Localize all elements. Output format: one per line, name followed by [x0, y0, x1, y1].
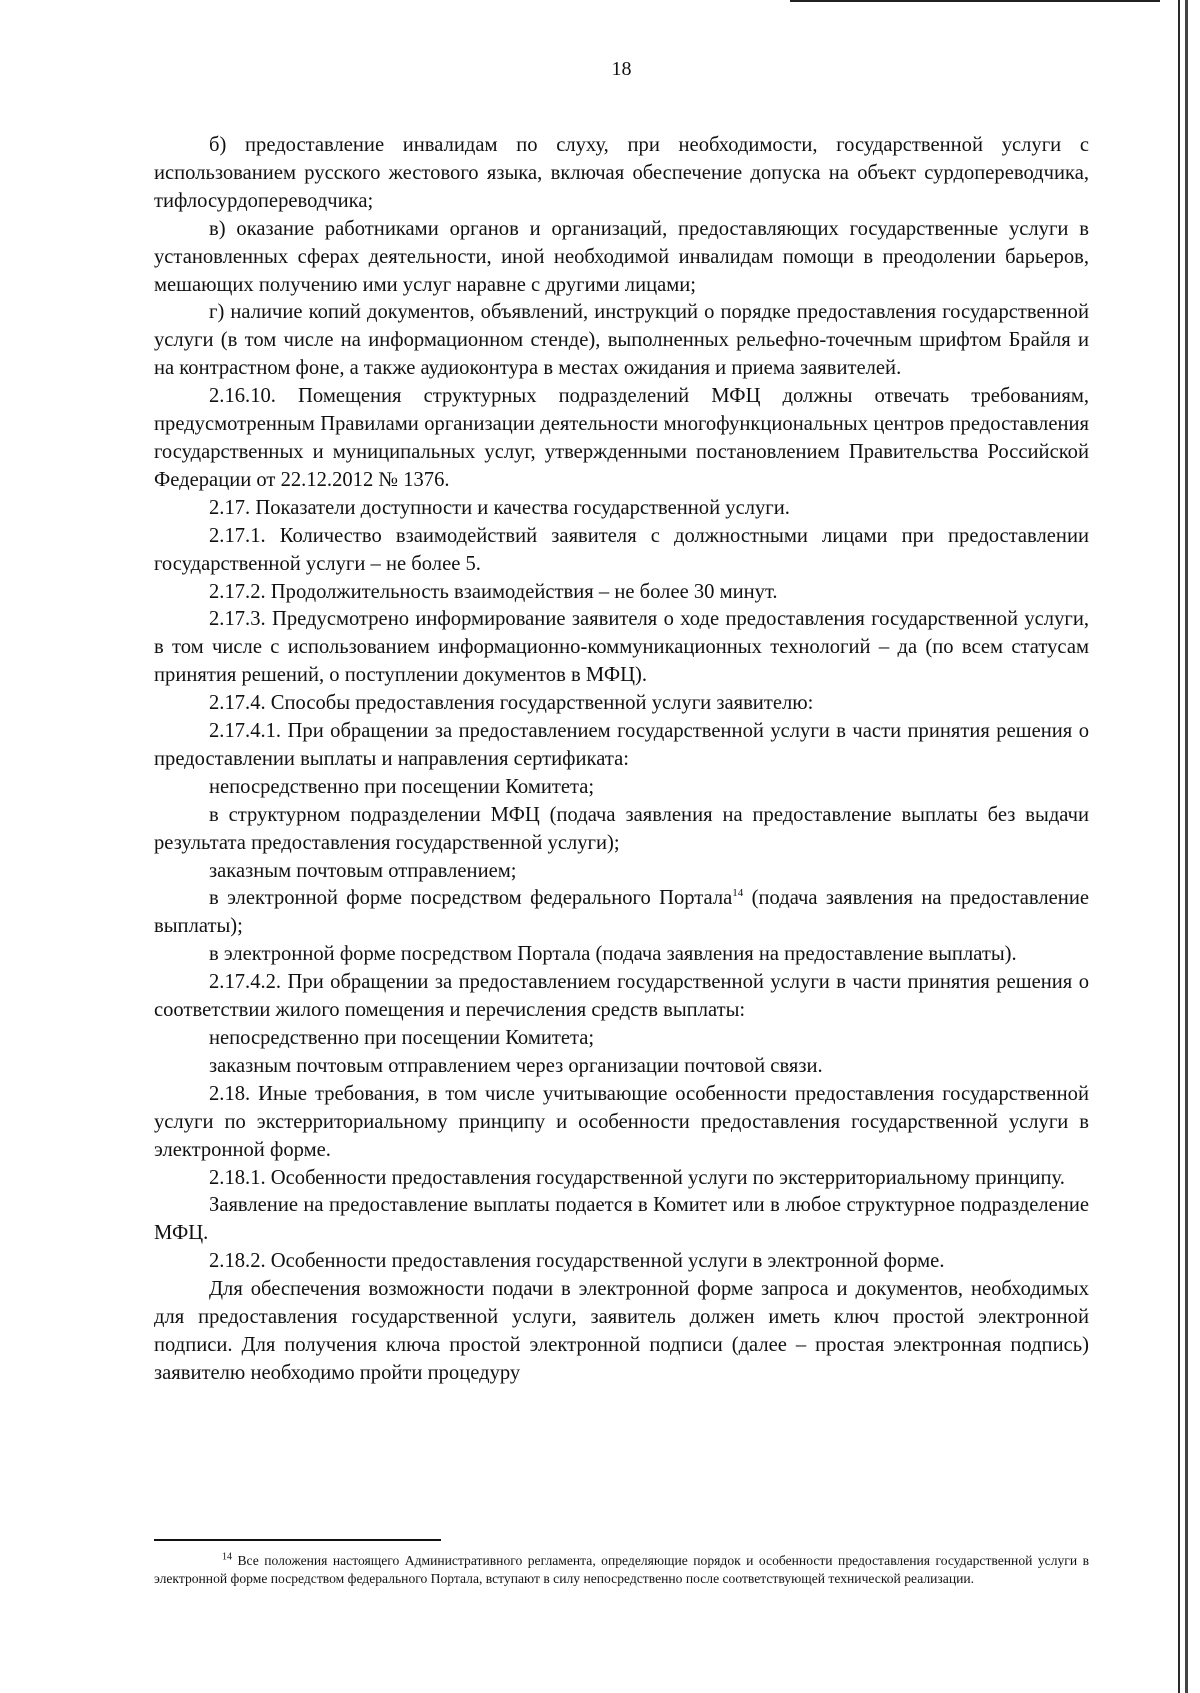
paragraph: 2.17.4. Способы предоставления государственной услуги заявителю: — [209, 692, 814, 715]
scan-artifact-right-edge-outer — [1185, 0, 1188, 1693]
scan-artifact-top-line — [790, 0, 1160, 2]
paragraph: 2.17.1. Количество взаимодействий заявителя с должностными лицами при предоставлении государственной услуги – не более 5. — [154, 524, 1089, 575]
paragraph: Заявление на предоставление выплаты подается в Комитет или в любое структурное подразделение МФЦ. — [154, 1194, 1089, 1245]
paragraph: г) наличие копий документов, объявлений, инструкций о порядке предоставления государственной услуги (в том числе на информационном стенде), выполненных рельефно-точечным шрифтом Брайля и на контрастном фоне, а также аудиоконтура в местах ожидания и приема заявителей. — [154, 301, 1089, 380]
paragraph-text: в электронной форме посредством федерального Портала — [209, 887, 733, 910]
paragraph: непосредственно при посещении Комитета; — [209, 1027, 595, 1049]
paragraph: 2.17.2. Продолжительность взаимодействия – не более 30 минут. — [209, 580, 778, 603]
paragraph: в структурном подразделении МФЦ (подача заявления на предоставление выплаты без выдачи результата предоставления государственной услуги); — [154, 803, 1089, 854]
paragraph: 2.17.4.1. При обращении за предоставлением государственной услуги в части принятия решения о предоставлении выплаты и направления сертификата: — [154, 720, 1089, 770]
footnote-text: Все положения настоящего Административного регламента, определяющие порядок и особенности предоставления государственной услуги в электронной форме посредством федерального Портала, вступают в силу непосредственно после соответствующей технической реализации. — [154, 1553, 1089, 1587]
paragraph: 2.18.2. Особенности предоставления государственной услуги в электронной форме. — [209, 1250, 945, 1273]
paragraph: 2.18. Иные требования, в том числе учитывающие особенности предоставления государственной услуги по экстерриториальному принципу и особенности предоставления государственной услуги в электронной форме. — [154, 1082, 1089, 1161]
paragraph: Для обеспечения возможности подачи в электронной форме запроса и документов, необходимых для предоставления государственной услуги, заявитель должен иметь ключ простой электронной подписи. Для получения ключа простой электронной подписи (далее – простая электронная подпись) заявителю необходимо пройти процедуру — [154, 1278, 1089, 1384]
scan-artifact-right-edge — [1178, 0, 1180, 1693]
paragraph: заказным почтовым отправлением; — [209, 859, 517, 882]
footnote-separator — [154, 1539, 441, 1541]
paragraph: в электронной форме посредством Портала (подача заявления на предоставление выплаты). — [209, 943, 1017, 966]
paragraph-with-footnote-ref — [154, 885, 1089, 941]
paragraph: 2.17.4.2. При обращении за предоставлением государственной услуги в части принятия решения о соответствии жилого помещения и перечисления средств выплаты: — [154, 971, 1089, 1022]
paragraph: 2.17. Показатели доступности и качества государственной услуги. — [209, 496, 790, 519]
paragraph: б) предоставление инвалидам по слуху, при необходимости, государственной услуги с использованием русского жестового языка, включая обеспечение допуска на объект сурдопереводчика, тифлосурдопереводчика; — [154, 134, 1089, 212]
paragraph: в) оказание работниками органов и организаций, предоставляющих государственные услуги в установленных сферах деятельности, иной необходимой инвалидам помощи в преодолении барьеров, мешающих получению ими услуг наравне с другими лицами; — [154, 217, 1089, 296]
footnote-reference: 14 — [732, 887, 744, 900]
footnote-marker: 14 — [222, 1551, 232, 1563]
paragraph: заказным почтовым отправлением через организации почтовой связи. — [209, 1054, 823, 1077]
paragraph-text-continued: (подача заявления на предоставление выплаты); — [154, 887, 1089, 938]
paragraph: 2.18.1. Особенности предоставления государственной услуги по экстерриториальному принципу. — [209, 1166, 1065, 1189]
paragraph: 2.16.10. Помещения структурных подразделений МФЦ должны отвечать требованиям, предусмотренным Правилами организации деятельности многофункциональных центров предоставления государственных и муниципальных услуг, утвержденными постановлением Правительства Российской Федерации от 22.12.2012 № 1376. — [154, 385, 1089, 491]
footnote — [154, 1552, 1089, 1588]
page-number: 18 — [611, 58, 632, 80]
paragraph: непосредственно при посещении Комитета; — [209, 775, 595, 798]
paragraph: 2.17.3. Предусмотрено информирование заявителя о ходе предоставления государственной услуги, в том числе с использованием информационно-коммуникационных технологий – да (по всем статусам принятия решений, о поступлении документов в МФЦ). — [154, 608, 1089, 687]
document-body — [154, 132, 1089, 1388]
